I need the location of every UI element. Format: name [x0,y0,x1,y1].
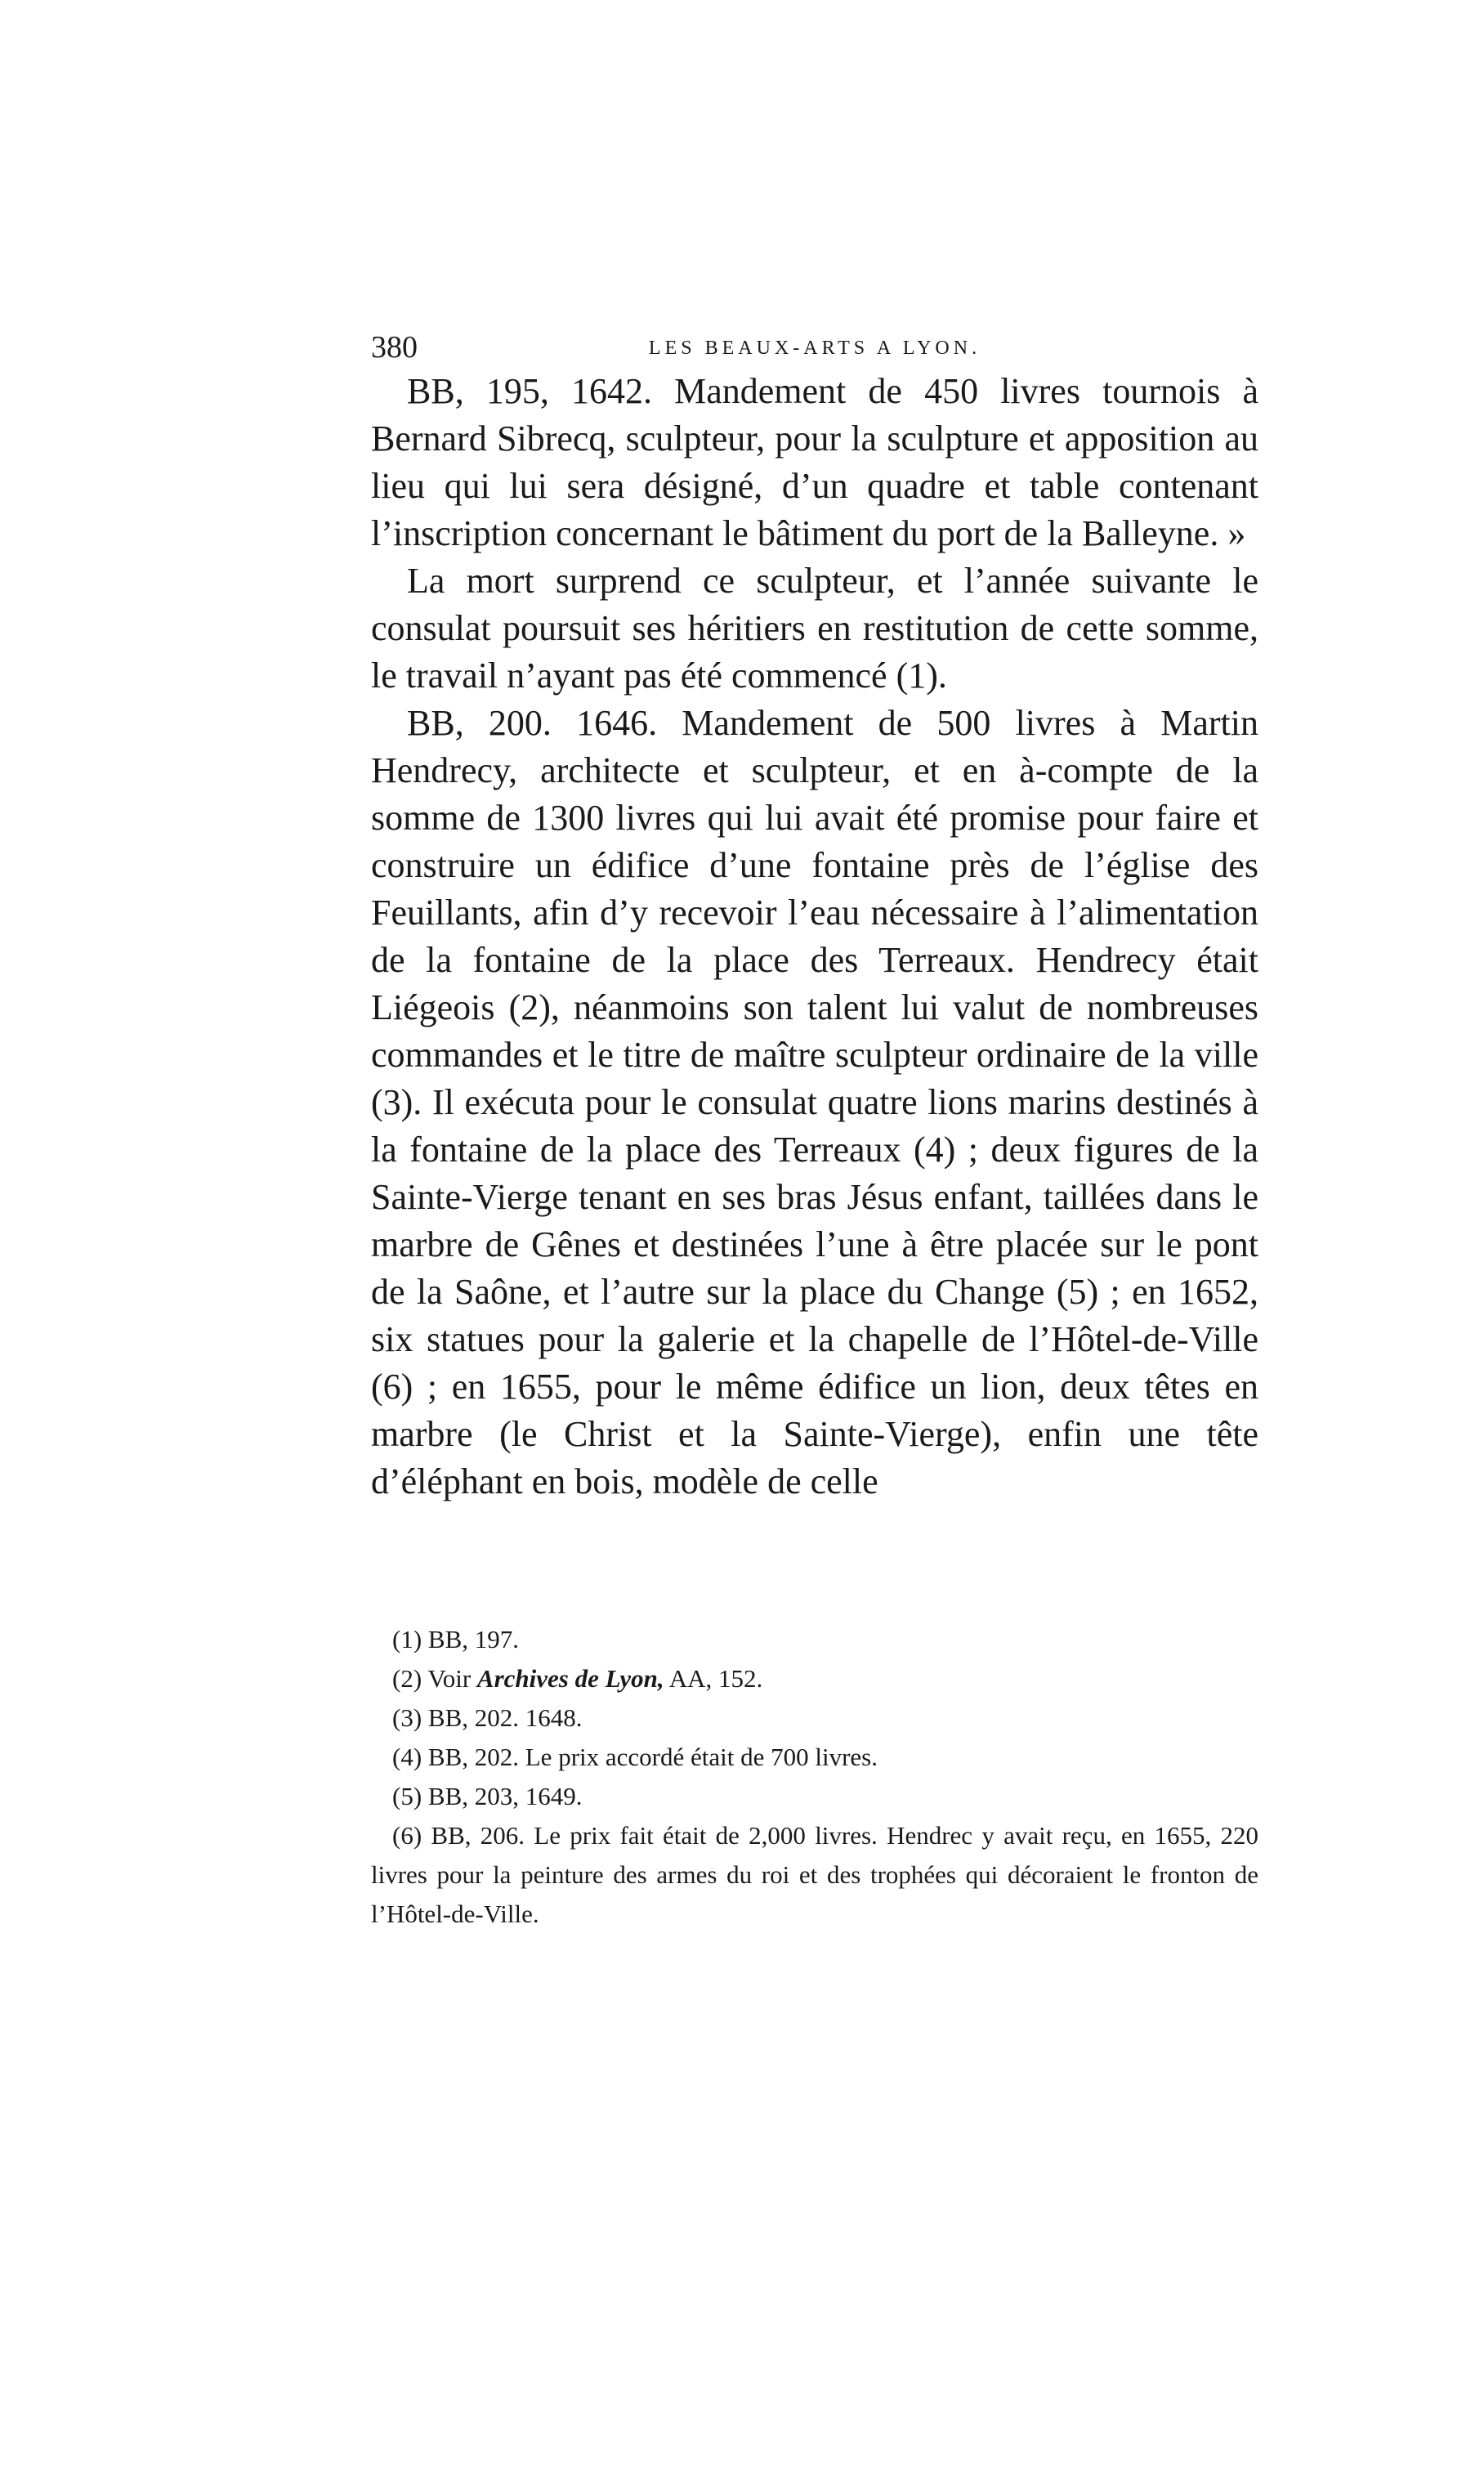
running-title: LES BEAUX-ARTS A LYON. [648,338,981,359]
footnotes [371,1620,1258,1934]
footnote-1: (1) BB, 197. [392,1625,519,1653]
paragraph-3: BB, 200. 1646. Mandement de 500 livres à Martin Hendrecy, architecte et sculpteur, et en à-compte de la somme de 1300 livres qui lui avait été promise pour faire et construire un édifice d’une fontaine près de l’église des Feuillants, afin d’y recevoir l’eau nécessaire à l’alimentation de la fontaine de la place des Terreaux. Hendrecy était Liégeois (2), néanmoins son talent lui valut de nombreuses commandes et le titre de maître sculpteur ordinaire de la ville (3). Il exécuta pour le consulat quatre lions marins destinés à la fontaine de la place des Terreaux (4) ; deux figures de la Sainte-Vierge tenant en ses bras Jésus enfant, taillées dans le marbre de Gênes et destinées l’une à être placée sur le pont de la Saône, et l’autre sur la place du Change (5) ; en 1652, six statues pour la galerie et la chapelle de l’Hôtel-de-Ville (6) ; en 1655, pour le même édifice un lion, deux têtes en marbre (le Christ et la Sainte-Vierge), enfin une tête d’éléphant en bois, modèle de celle [371,703,1258,1501]
paragraph-2: La mort surprend ce sculpteur, et l’année suivante le consulat poursuit ses héritiers en restitution de cette somme, le travail n’ayant pas été commencé (1). [371,561,1258,696]
paragraph-1: BB, 195, 1642. Mandement de 450 livres tournois à Bernard Sibrecq, sculpteur, pour la sculpture et apposition au lieu qui lui sera désigné, d’un quadre et table contenant l’inscription concernant le bâtiment du port de la Balleyne. » [371,371,1258,553]
main-text [371,368,1258,1506]
page-number: 380 [371,330,418,365]
page-header [371,327,1258,368]
footnote-5: (5) BB, 203, 1649. [392,1782,583,1810]
footnote-3: (3) BB, 202. 1648. [392,1703,583,1732]
footnote-2 [371,1659,1258,1698]
footnote-2-title: Archives de Lyon, [476,1664,664,1693]
footnote-2-prefix: (2) Voir [392,1664,477,1693]
footnote-4: (4) BB, 202. Le prix accordé était de 700 livres. [392,1743,878,1771]
footnote-6: (6) BB, 206. Le prix fait était de 2,000 livres. Hendrec y avait reçu, en 1655, 220 livres pour la peinture des armes du roi et des trophées qui décoraient le fronton de l’Hôtel-de-Ville. [371,1821,1258,1928]
footnote-2-suffix: AA, 152. [664,1664,763,1693]
